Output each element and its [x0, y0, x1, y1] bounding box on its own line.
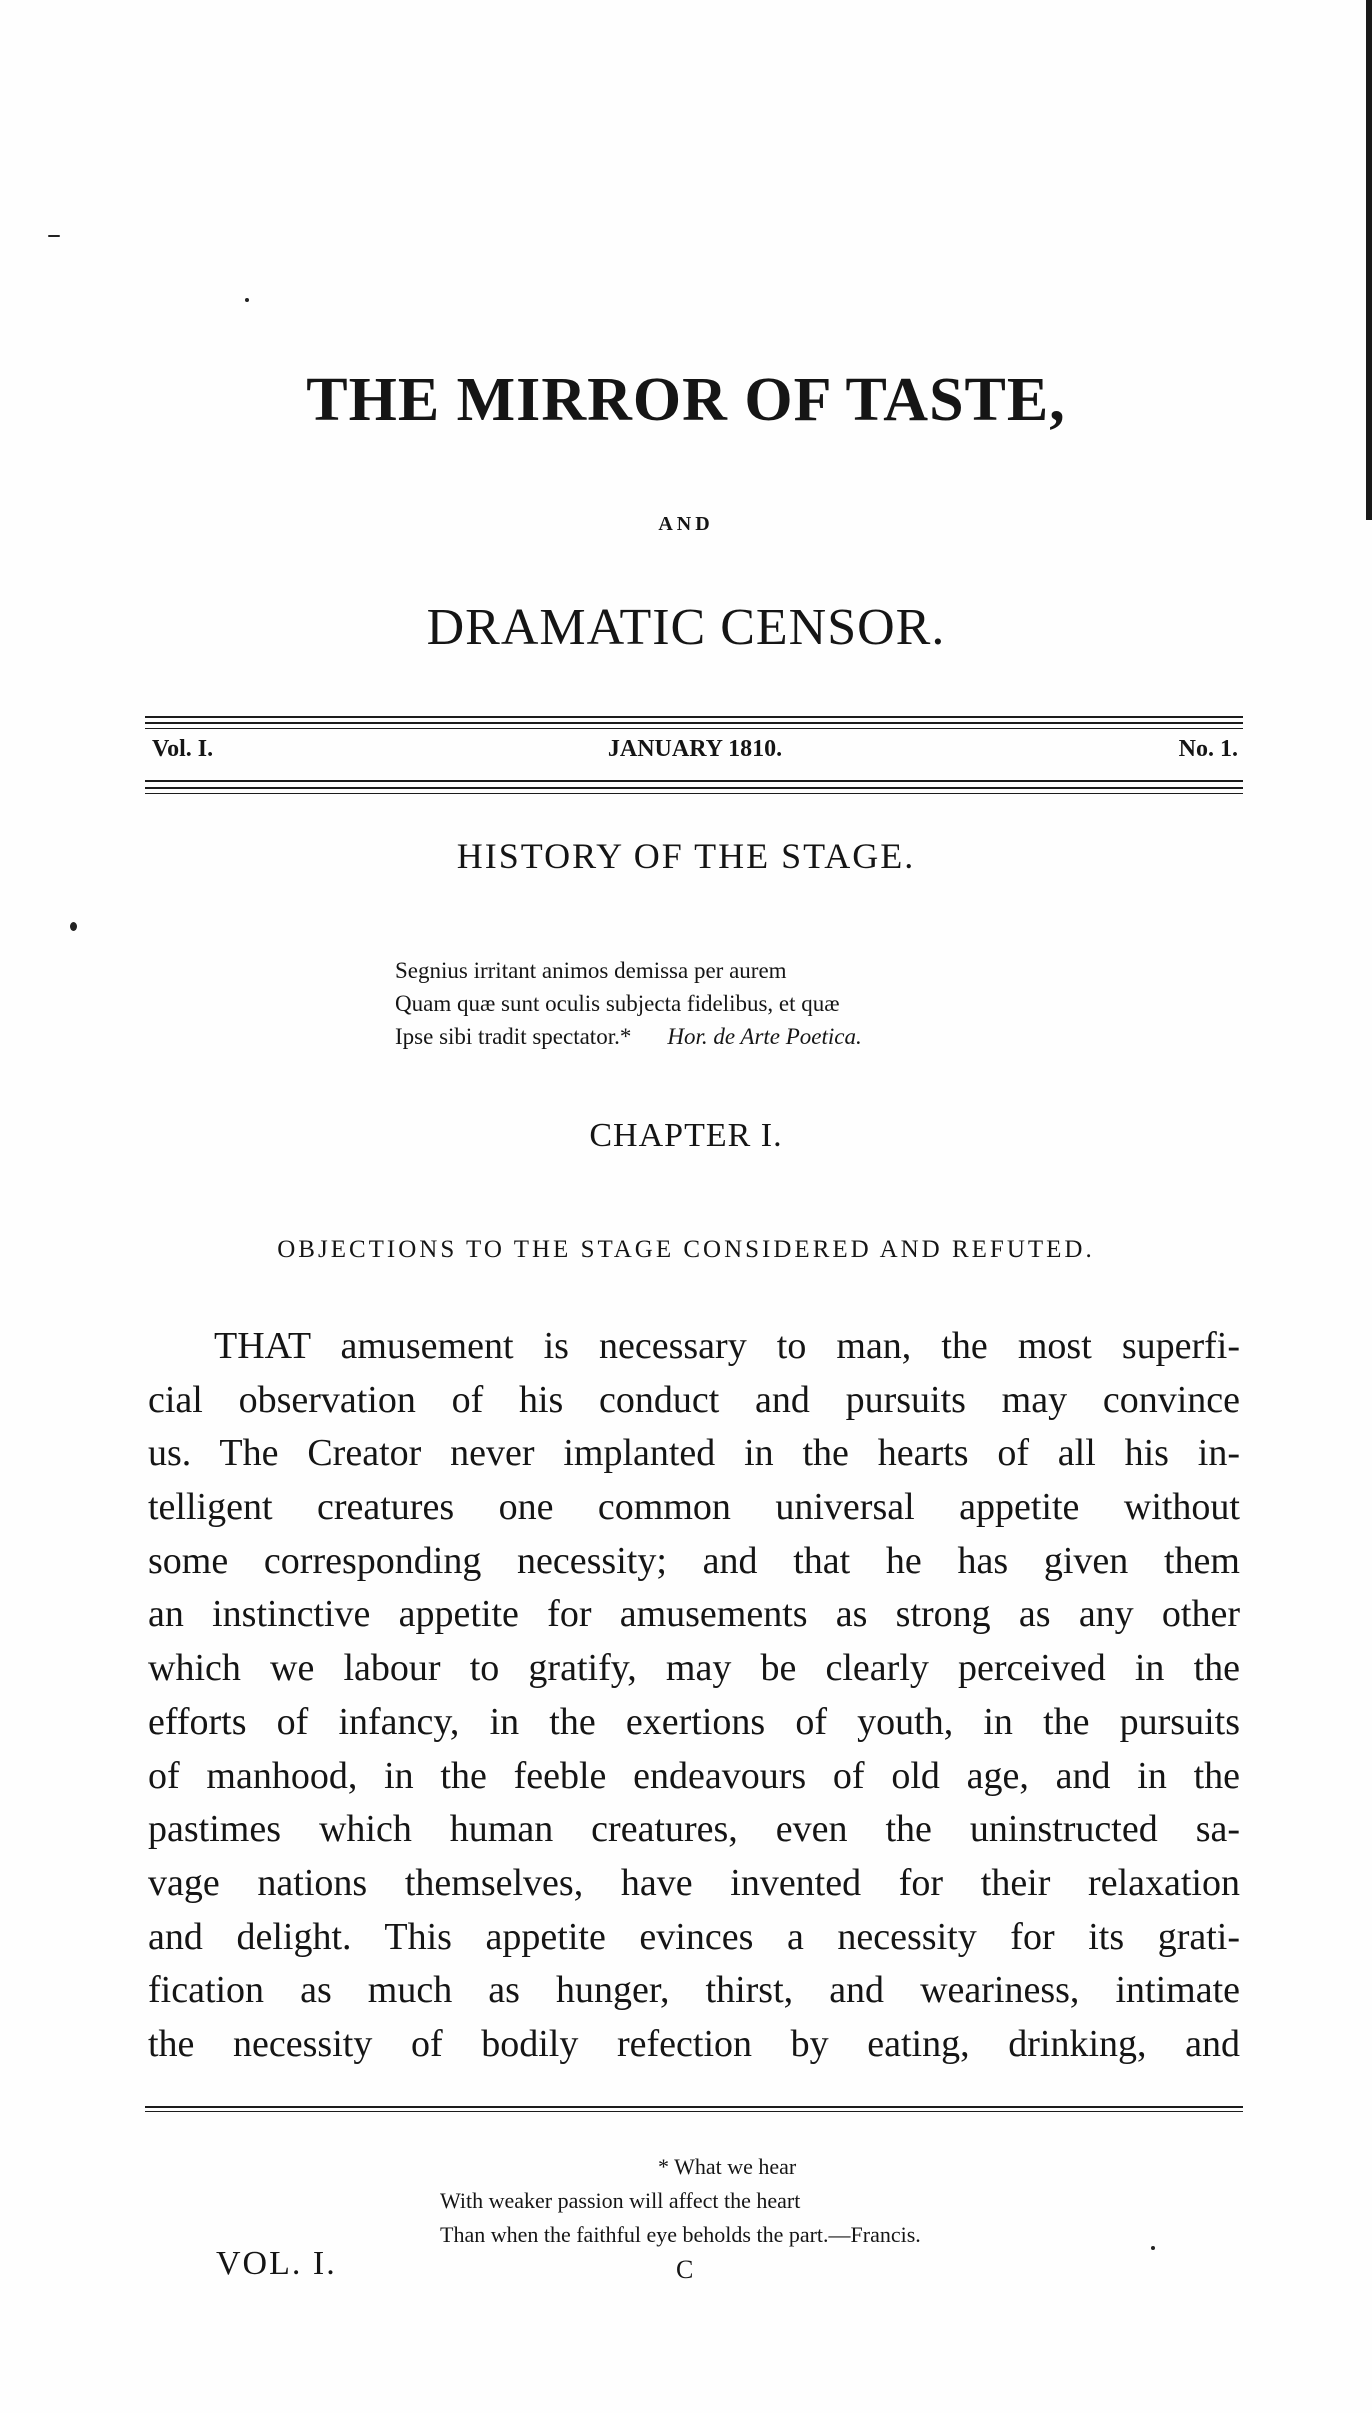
divider-rule [145, 728, 1243, 729]
body-line: some corresponding necessity; and that he has given them [148, 1539, 1240, 1582]
body-line: vage nations themselves, have invented for their relaxation [148, 1861, 1240, 1904]
ink-speck [70, 922, 77, 931]
epigraph-line-text: Ipse sibi tradit spectator.* [395, 1024, 632, 1049]
footer-volume: VOL. I. [216, 2245, 337, 2282]
footnote-line: * What we hear [658, 2154, 797, 2179]
masthead-subtitle: DRAMATIC CENSOR. [426, 599, 946, 656]
body-line: an instinctive appetite for amusements as strong as any other [148, 1593, 1240, 1636]
issue-number: No. 1. [1178, 736, 1238, 762]
epigraph-citation: Hor. de Arte Poetica. [667, 1024, 862, 1049]
chapter-heading: CHAPTER I. [589, 1117, 783, 1154]
signature-mark: C [676, 2255, 694, 2284]
footnote-rule [145, 2111, 1243, 2112]
ink-speck [48, 235, 60, 237]
ink-speck [1151, 2246, 1155, 2250]
body-line: and delight. This appetite evinces a necessity for its grati- [148, 1915, 1240, 1958]
masthead-title: THE MIRROR OF TASTE, [306, 366, 1066, 434]
masthead-conjunction: AND [658, 513, 714, 535]
issue-info [152, 736, 1238, 770]
epigraph-line [395, 1020, 862, 1053]
body-line: efforts of infancy, in the exertions of youth, in the pursuits [148, 1700, 1240, 1743]
body-line: pastimes which human creatures, even the uninstructed sa- [148, 1808, 1240, 1851]
divider-rule [145, 716, 1243, 718]
footnote-line: Than when the faithful eye beholds the part.—Francis. [440, 2222, 921, 2247]
footnote-rule [145, 2106, 1243, 2108]
divider-rule [145, 780, 1243, 782]
footnote-line: With weaker passion will affect the heart [440, 2188, 801, 2213]
epigraph [395, 954, 862, 1053]
divider-rule [145, 787, 1243, 789]
body-line: cial observation of his conduct and pursuits may convince [148, 1378, 1240, 1421]
body-paragraph [148, 1320, 1240, 2072]
body-line: which we labour to gratify, may be clearly perceived in the [148, 1647, 1240, 1690]
page-edge-shadow [1366, 0, 1372, 520]
chapter-title: OBJECTIONS TO THE STAGE CONSIDERED AND REFUTED. [277, 1236, 1095, 1263]
divider-rule [145, 793, 1243, 794]
body-line: us. The Creator never implanted in the hearts of all his in- [148, 1432, 1240, 1475]
body-line: of manhood, in the feeble endeavours of old age, and in the [148, 1754, 1240, 1797]
body-line: telligent creatures one common universal appetite without [148, 1486, 1240, 1529]
ink-speck [245, 298, 249, 302]
issue-volume: Vol. I. [152, 736, 214, 762]
epigraph-line: Segnius irritant animos demissa per aurem [395, 958, 787, 983]
epigraph-line: Quam quæ sunt oculis subjecta fidelibus, et quæ [395, 991, 840, 1016]
body-line: the necessity of bodily refection by eating, drinking, and [148, 2022, 1240, 2065]
article-heading: HISTORY OF THE STAGE. [456, 836, 916, 876]
body-line: fication as much as hunger, thirst, and weariness, intimate [148, 1969, 1240, 2012]
divider-rule [145, 722, 1243, 724]
body-line: THAT amusement is necessary to man, the most superfi- [214, 1325, 1240, 1367]
issue-date: JANUARY 1810. [607, 736, 783, 762]
